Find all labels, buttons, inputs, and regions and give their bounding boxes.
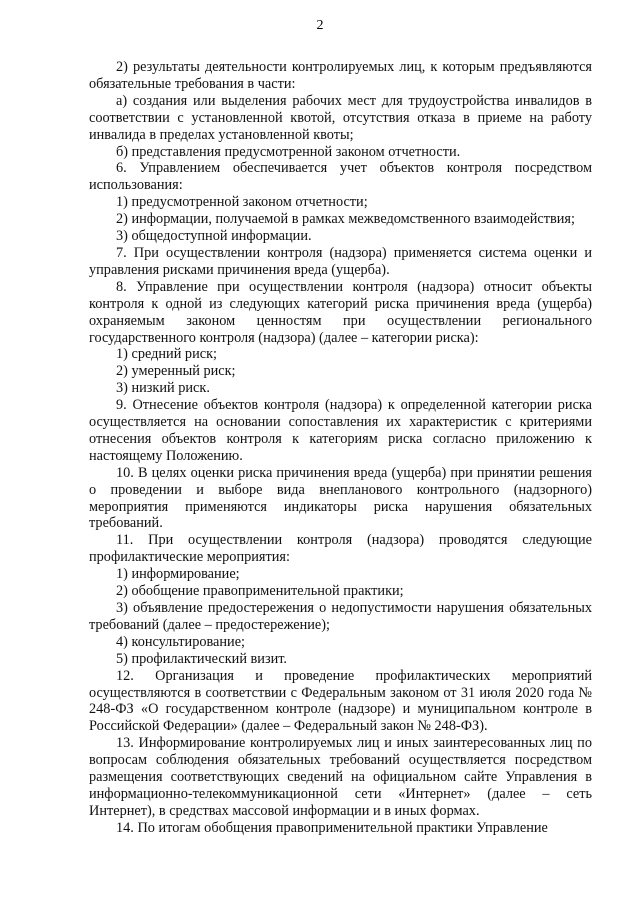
paragraph: 2) обобщение правоприменительной практики; [116, 583, 404, 600]
paragraph: 2) умеренный риск; [116, 363, 236, 380]
paragraph: 1) предусмотренной законом отчетности; [116, 194, 368, 211]
paragraph: 11. При осуществлении контроля (надзора) проводятся следующие профилактические мероприятия: [89, 532, 592, 566]
paragraph: 9. Отнесение объектов контроля (надзора) к определенной категории риска осуществляется на основании сопоставления их характеристик с критериями отнесения объектов контроля к категориям риска согласно приложению к настоящему Положению. [89, 397, 592, 464]
paragraph: 2) информации, получаемой в рамках межведомственного взаимодействия; [116, 211, 575, 228]
paragraph: 7. При осуществлении контроля (надзора) применяется система оценки и управления рисками причинения вреда (ущерба). [89, 244, 592, 278]
paragraph: 1) информирование; [116, 566, 240, 583]
paragraph: 8. Управление при осуществлении контроля (надзора) относит объекты контроля к одной из следующих категорий риска причинения вреда (ущерба) охраняемым законом ценностям при осуществлении регионального государственного контроля (надзора) (далее – категории риска): [89, 278, 592, 346]
paragraph: 2) результаты деятельности контролируемых лиц, к которым предъявляются обязательные требования в части: [89, 59, 592, 92]
paragraph: 5) профилактический визит. [116, 650, 287, 667]
paragraph: 6. Управлением обеспечивается учет объектов контроля посредством использования: [89, 160, 592, 194]
paragraph: 14. По итогам обобщения правоприменительной практики Управление [116, 819, 548, 836]
paragraph: 13. Информирование контролируемых лиц и иных заинтересованных лиц по вопросам соблюдения обязательных требований осуществляется посредством размещения соответствующих сведений на официальном сайте Управления в информационно-телекоммуникационной сети «Интернет» (далее – сеть Интернет), в средствах массовой информации и в иных формах. [89, 735, 592, 819]
paragraph: 3) общедоступной информации. [116, 228, 312, 245]
paragraph: 3) объявление предостережения о недопустимости нарушения обязательных требований (далее – предостережение); [89, 600, 592, 633]
paragraph: 10. В целях оценки риска причинения вреда (ущерба) при принятии решения о проведении и выборе вида внепланового контрольного (надзорного) мероприятия применяются индикаторы риска нарушения обязательных требований. [89, 464, 592, 532]
document-body [89, 59, 592, 837]
paragraph: 3) низкий риск. [116, 380, 210, 397]
paragraph: 12. Организация и проведение профилактических мероприятий осуществляются в соответствии с Федеральным законом от 31 июля 2020 года № 248-ФЗ «О государственном контроле (надзоре) и муниципальном контроле в Российской Федерации» (далее – Федеральный закон № 248-ФЗ). [89, 667, 592, 735]
paragraph: 1) средний риск; [116, 346, 217, 363]
paragraph: а) создания или выделения рабочих мест для трудоустройства инвалидов в соответствии с установленной квотой, отсутствия отказа в приеме на работу инвалида в пределах установленной квоты; [89, 92, 592, 143]
paragraph: 4) консультирование; [116, 633, 246, 650]
paragraph: б) представления предусмотренной законом отчетности. [116, 143, 461, 160]
page-number: 2 [316, 18, 324, 33]
